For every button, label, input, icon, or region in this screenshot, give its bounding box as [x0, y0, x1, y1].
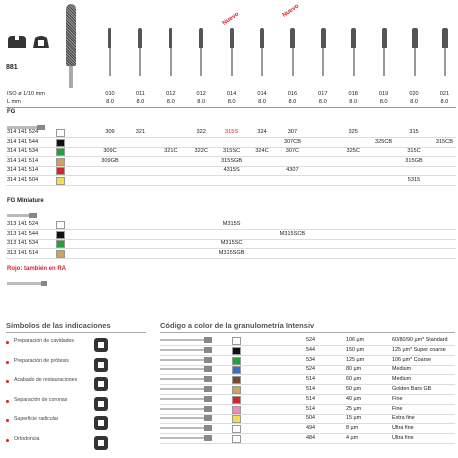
grit-code: 494: [306, 425, 315, 432]
ref-cell: 324: [257, 129, 267, 135]
grit-bar: [160, 378, 204, 380]
ra-shank-icon: [7, 274, 47, 280]
length-value: 8.0: [349, 99, 358, 105]
iso-size: 011: [135, 91, 145, 97]
grit-desc: Extra fine: [392, 415, 415, 422]
grit-size: 50 µm: [346, 386, 362, 392]
iso-size: 019: [378, 91, 389, 97]
iso-size: 014: [226, 91, 237, 97]
ref-cell: 322C: [194, 148, 208, 154]
grit-row: [160, 424, 458, 433]
grit-row: [160, 375, 458, 384]
grit-size: 40 µm: [346, 395, 362, 402]
grit-bar: [160, 417, 204, 419]
grit-desc: Medium: [392, 376, 412, 383]
grit-size: 8 µm: [346, 425, 359, 432]
grit-swatch: [56, 250, 65, 258]
grit-code: 484: [306, 435, 315, 441]
cavity-preparation-icon: [6, 34, 28, 50]
bur-head: [230, 28, 234, 48]
bullet: [6, 400, 9, 403]
bur-head: [412, 28, 418, 48]
grit-bar-cap: [204, 406, 212, 412]
grit-code: 544: [306, 346, 315, 353]
iso-size: 017: [318, 91, 328, 97]
grit-row: [160, 336, 458, 345]
grit-row: [160, 385, 458, 394]
grit-code: 514: [306, 386, 315, 392]
grit-desc: Golden Bars GB: [392, 386, 432, 392]
article-code: 313 141 534: [7, 240, 39, 246]
bur-head: [442, 28, 448, 48]
grit-swatch: [232, 425, 241, 433]
grit-swatch: [56, 148, 65, 156]
grit-bar-cap: [204, 396, 212, 402]
grit-bar: [160, 427, 204, 429]
bur-head: [321, 28, 326, 48]
ref-cell: 321C: [164, 148, 178, 154]
bur-head: [260, 28, 264, 48]
bullet: [6, 341, 9, 344]
symbols-title: Símbolos de las indicaciones: [6, 321, 111, 330]
length-value: 8.0: [258, 99, 266, 105]
grit-swatch: [56, 129, 65, 137]
article-code: 314 141 534: [7, 148, 39, 154]
bur-head: [138, 28, 141, 48]
ref-cell: 321: [135, 129, 146, 135]
symbol-row: [6, 413, 156, 433]
ref-cell: 325CB: [375, 138, 393, 145]
length-value: 8.0: [166, 99, 175, 105]
symbol-label: Preparación de prótesis: [14, 357, 69, 364]
grit-size: 4 µm: [346, 435, 359, 441]
grit-swatch: [56, 221, 65, 229]
symbol-row: [6, 335, 156, 355]
grit-bar-cap: [204, 366, 212, 372]
length-value: 8.0: [106, 99, 114, 105]
iso-size: 021: [439, 91, 450, 97]
grit-desc: Fine: [392, 395, 403, 402]
grit-desc: Ultra fine: [392, 435, 414, 441]
grit-bar-cap: [204, 337, 212, 343]
new-badge: Nuevo: [221, 11, 240, 27]
grit-size: 60 µm: [346, 376, 362, 383]
ref-cell: 309GB: [101, 157, 119, 164]
grit-swatch: [232, 337, 241, 345]
grit-size: 15 µm: [346, 415, 362, 422]
ra-note: Rojo: también en RA: [7, 266, 67, 272]
grit-title: Código a color de la granulometría Intensiv: [160, 321, 315, 330]
grit-swatch: [232, 347, 241, 355]
bullet: [6, 361, 9, 364]
article-code: 314 141 544: [7, 138, 39, 145]
length-value: 8.0: [379, 99, 388, 105]
grit-desc: 125 µm* Super coarse: [392, 346, 446, 353]
grit-swatch: [56, 158, 65, 166]
ref-cell: 325C: [346, 148, 360, 154]
prosthesis-preparation-icon: [92, 356, 110, 374]
ref-cell: 315S: [225, 129, 239, 135]
ref-cell: 4307: [286, 167, 299, 173]
length-value: 8.0: [136, 99, 145, 105]
product-code: 881: [6, 64, 18, 71]
length-value: 8.0: [227, 99, 236, 105]
prosthesis-preparation-icon: [30, 34, 52, 50]
grit-swatch: [232, 435, 241, 443]
grit-swatch: [56, 231, 65, 239]
symbol-label: Separación de coronas: [14, 396, 68, 403]
grit-desc: Ultra fine: [392, 425, 414, 432]
ref-cell: M315SC: [220, 240, 243, 246]
grit-desc: 106 µm* Coarse: [392, 356, 432, 363]
grit-row: [160, 434, 458, 443]
grit-size: 106 µm: [346, 337, 365, 343]
grit-code: 524: [306, 337, 315, 343]
grit-bar-cap: [204, 347, 212, 353]
symbol-label: Superficie radicular: [14, 416, 59, 422]
ref-cell: M315SGB: [218, 249, 245, 256]
ref-cell: 307: [287, 129, 298, 135]
grit-bar: [160, 437, 204, 439]
symbol-row: [6, 374, 156, 394]
symbol-label: Acabado de restauraciones: [14, 377, 78, 383]
article-code: 314 141 524: [7, 129, 39, 135]
ref-cell: 4315S: [223, 167, 240, 173]
ref-cell: 307CB: [283, 138, 301, 145]
grit-bar-cap: [204, 435, 212, 441]
ref-cell: M315SCB: [279, 230, 306, 237]
symbol-row: [6, 433, 156, 453]
row-divider: [6, 175, 456, 176]
grit-bar-cap: [204, 425, 212, 431]
row-divider: [6, 258, 456, 259]
cavity-preparation-icon: [92, 336, 110, 354]
bur-head: [169, 28, 173, 48]
grit-desc: 60/80/90 µm* Standard: [392, 337, 448, 343]
ref-cell: M315S: [222, 221, 241, 227]
ref-cell: 324C: [255, 148, 269, 154]
grit-row: [160, 405, 458, 414]
row-divider: [6, 185, 456, 186]
grit-swatch: [232, 376, 241, 384]
grit-size: 80 µm: [346, 366, 362, 373]
grit-swatch: [232, 406, 241, 414]
bullet: [6, 380, 9, 383]
ref-cell: 315C: [407, 148, 421, 154]
grit-swatch: [232, 396, 241, 404]
ref-cell: 309C: [103, 148, 117, 154]
grit-row: [160, 395, 458, 404]
crown-separation-icon: [92, 395, 110, 413]
fg-mini-section-label: FG Miniature: [7, 198, 44, 204]
article-code: 314 141 514: [7, 167, 39, 173]
grit-code: 524: [306, 366, 315, 373]
grit-bar: [160, 388, 204, 390]
grit-bar: [160, 398, 204, 400]
iso-size: 012: [196, 91, 206, 97]
orthodontics-icon: [92, 434, 110, 452]
grit-code: 504: [306, 415, 315, 422]
ref-cell: 307C: [285, 148, 300, 154]
length-value: 8.0: [288, 99, 297, 105]
length-value: 8.0: [197, 99, 206, 105]
bur-head: [382, 28, 387, 48]
bullet: [6, 419, 9, 422]
grit-code: 534: [306, 356, 315, 363]
article-code: 314 141 514: [7, 157, 39, 164]
grit-size: 125 µm: [346, 356, 365, 363]
fg-section-label: FG: [7, 109, 16, 115]
symbol-label: Preparación de cavidades: [14, 338, 74, 344]
grit-bar: [160, 349, 204, 351]
grit-swatch: [232, 415, 241, 423]
grit-bar-cap: [204, 415, 212, 421]
grit-bar: [160, 368, 204, 370]
grit-row: [160, 414, 458, 423]
grit-code: 514: [306, 376, 315, 383]
fg-mini-shank-icon: [7, 206, 47, 213]
ref-cell: 315SC: [223, 148, 241, 154]
fg-shank-icon: [7, 118, 47, 125]
ref-cell: 5315: [407, 176, 421, 183]
iso-size: 010: [105, 91, 115, 97]
length-value: 8.0: [318, 99, 327, 105]
ref-cell: 325: [348, 129, 358, 135]
grit-swatch: [232, 357, 241, 365]
article-code: 313 141 524: [7, 221, 39, 227]
grit-bar-cap: [204, 386, 212, 392]
grit-bar-cap: [204, 376, 212, 382]
grit-swatch: [56, 177, 65, 185]
symbol-label: Ortodoncia: [14, 435, 40, 442]
ref-cell: 315CB: [435, 138, 453, 145]
grit-row: [160, 365, 458, 374]
row-divider: [6, 229, 456, 230]
iso-size: 014: [257, 91, 267, 97]
bur-head: [199, 28, 203, 48]
ref-cell: 315GB: [405, 157, 423, 164]
length-label: L mm: [7, 99, 21, 105]
new-badge: Nuevo: [282, 3, 301, 19]
ref-cell: 309: [105, 129, 115, 135]
grit-bar: [160, 359, 204, 361]
grit-code: 514: [306, 405, 315, 412]
grit-bar: [160, 408, 204, 410]
featured-bur-head: [66, 4, 76, 66]
iso-size: 020: [409, 91, 419, 97]
symbol-row: [6, 394, 156, 414]
grit-swatch: [56, 240, 65, 248]
grit-swatch: [232, 386, 241, 394]
restoration-finishing-icon: [92, 375, 110, 393]
grit-size: 150 µm: [346, 346, 365, 353]
grit-swatch: [56, 139, 65, 147]
iso-label: ISO ø 1/10 mm: [7, 91, 45, 97]
iso-size: 016: [287, 91, 298, 97]
grit-bar-cap: [204, 357, 212, 363]
grit-swatch: [232, 366, 241, 374]
row-divider: [160, 443, 455, 444]
bur-head: [108, 28, 111, 48]
iso-size: 018: [348, 91, 358, 97]
article-code: 313 141 514: [7, 249, 39, 256]
root-surface-icon: [92, 414, 110, 432]
ref-cell: 322: [196, 129, 206, 135]
grit-desc: Medium: [392, 366, 412, 373]
featured-bur-shank: [69, 66, 73, 88]
grit-bar: [160, 339, 204, 341]
bullet: [6, 439, 9, 442]
bur-head: [351, 28, 356, 48]
length-value: 8.0: [410, 99, 418, 105]
grit-swatch: [56, 167, 65, 175]
grit-row: [160, 356, 458, 365]
symbol-row: [6, 355, 156, 375]
ref-cell: 315: [409, 129, 419, 135]
grit-size: 25 µm: [346, 405, 362, 412]
grit-code: 514: [306, 395, 315, 402]
grit-desc: Fine: [392, 405, 403, 412]
article-code: 313 141 544: [7, 230, 39, 237]
iso-size: 012: [166, 91, 176, 97]
article-code: 314 141 504: [7, 176, 39, 183]
length-value: 8.0: [440, 99, 449, 105]
bur-head: [290, 28, 295, 48]
ref-cell: 315SGB: [221, 157, 243, 164]
grit-row: [160, 346, 458, 355]
